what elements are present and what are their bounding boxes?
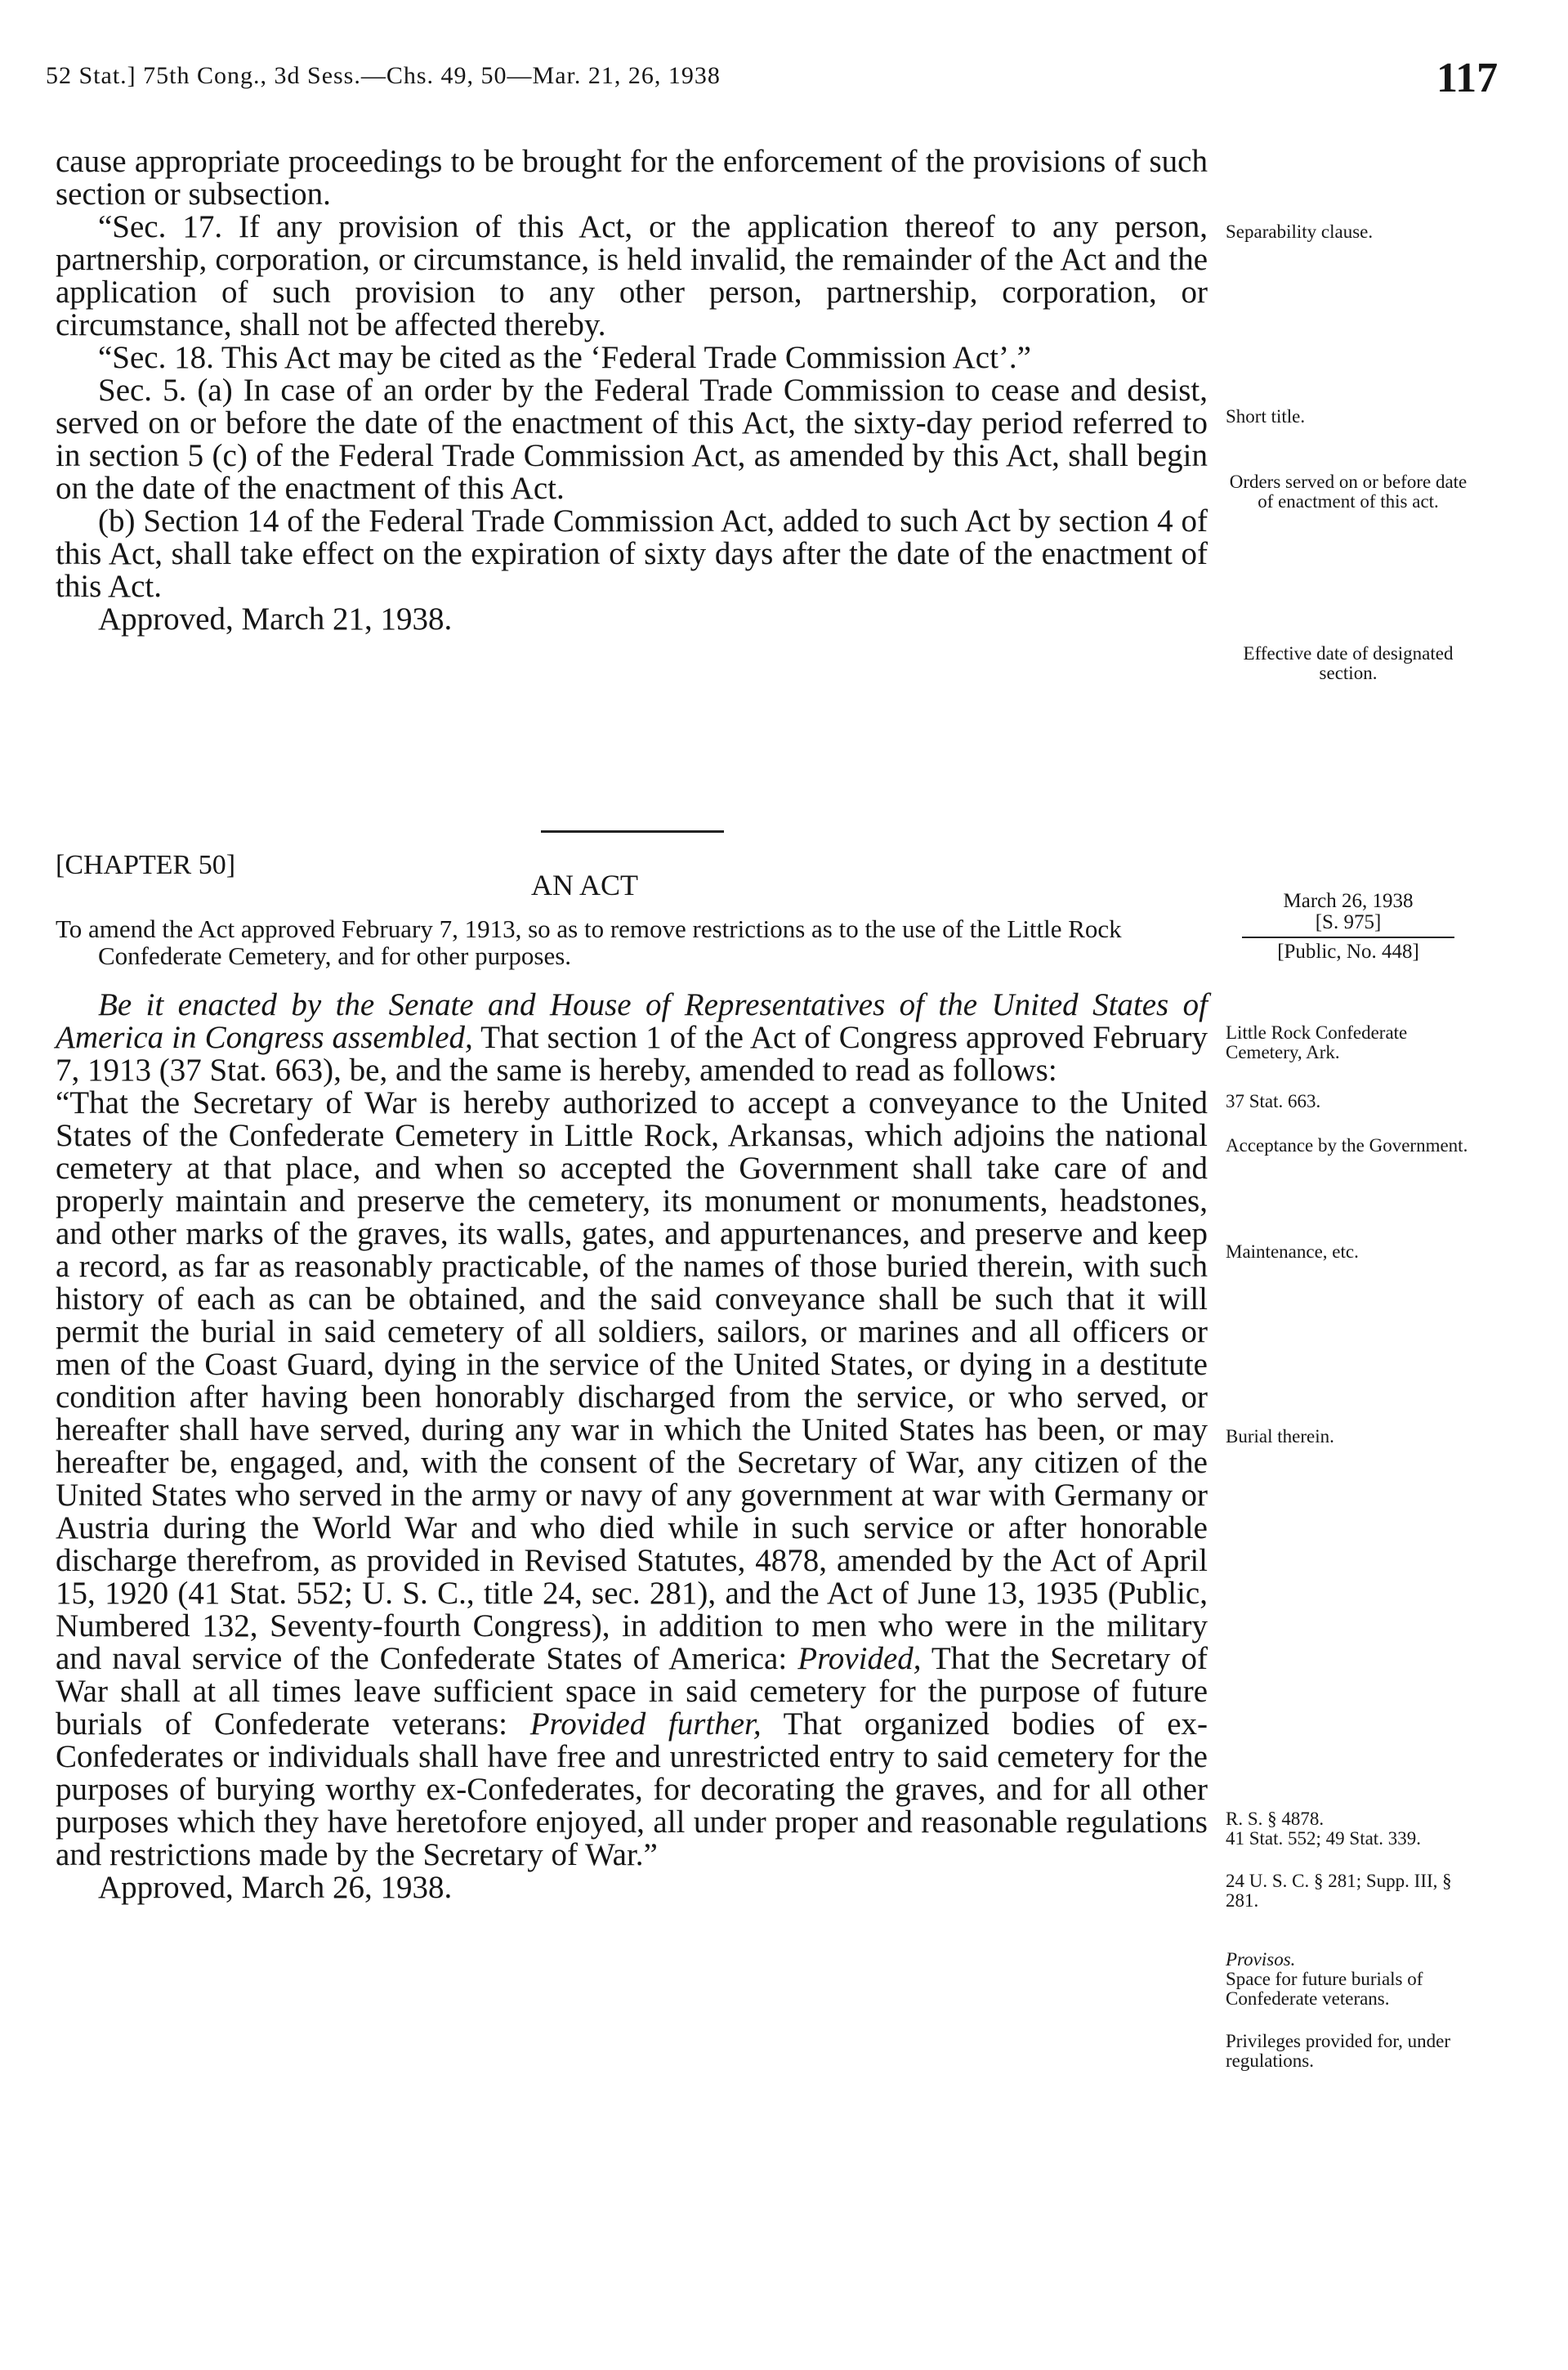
ftc-act-section xyxy=(56,145,1208,636)
approved-line-ch49: Approved, March 21, 1938. xyxy=(98,601,453,637)
note-separability: Separability clause. xyxy=(1226,221,1374,242)
note-effective-date: Effective date of designated section. xyxy=(1243,643,1454,683)
paragraph-sec-5b: (b) Section 14 of the Federal Trade Commission Act, added to such Act by section 4 of this Act, shall take effect on the expiration of sixty days after the date of the enactment of this Act. xyxy=(56,503,1208,604)
note-acceptance: Acceptance by the Government. xyxy=(1226,1135,1468,1156)
proviso-1-label: Provided, xyxy=(797,1641,922,1676)
date-rule xyxy=(1242,937,1454,938)
approved-line-ch50: Approved, March 26, 1938. xyxy=(98,1870,453,1905)
act-date-block xyxy=(1226,891,1471,963)
note-rs-4878: R. S. § 4878. xyxy=(1226,1809,1325,1829)
note-maintenance: Maintenance, etc. xyxy=(1226,1241,1359,1262)
note-burial: Burial therein. xyxy=(1226,1426,1334,1447)
note-short-title: Short title. xyxy=(1226,406,1306,427)
note-privileges: Privileges provided for, under regulations. xyxy=(1226,2031,1451,2071)
quoted-text-2: That the Secretary of War shall at all times leave sufficient space in said cemetery for the purpose of future burials of Confederate veterans: xyxy=(56,1641,1208,1742)
public-number: [Public, No. 448] xyxy=(1277,941,1419,963)
note-stat-663: 37 Stat. 663. xyxy=(1226,1091,1321,1111)
paragraph-sec-17: “Sec. 17. If any provision of this Act, or the application thereof to any person, partnership, corporation, or circumstance, is held invalid, the remainder of the Act and the application of such provision to any other person, partnership, corporation, or circumstance, shall not be affected thereby. xyxy=(56,209,1208,342)
amended-section-text xyxy=(56,1087,1208,1871)
note-little-rock: Little Rock Confederate Cemetery, Ark. xyxy=(1226,1022,1408,1062)
section-divider xyxy=(541,830,724,833)
little-rock-act xyxy=(56,989,1208,1904)
paragraph-continuation: cause appropriate proceedings to be brought for the enforcement of the provisions of such section or subsection. xyxy=(56,144,1208,212)
page-number: 117 xyxy=(1436,55,1499,101)
paragraph-sec-18: “Sec. 18. This Act may be cited as the ‘Federal Trade Commission Act’.” xyxy=(98,340,1031,375)
paragraph-sec-5a: Sec. 5. (a) In case of an order by the Federal Trade Commission to cease and desist, served on or before the date of the enactment of this Act, the sixty-day period referred to in section 5 (c) of the Federal Trade Commission Act, as amended by this Act, shall begin on the date of the enactment of this Act. xyxy=(56,373,1208,506)
bill-number: [S. 975] xyxy=(1315,911,1382,933)
running-head: 52 Stat.] 75th Cong., 3d Sess.—Chs. 49, 50—Mar. 21, 26, 1938 xyxy=(46,62,721,89)
note-usc-281: 24 U. S. C. § 281; Supp. III, § 281. xyxy=(1226,1871,1452,1911)
enacting-clause xyxy=(56,989,1208,1087)
enacting-formula: Be it enacted by the Senate and House of Representatives of the United States of America in Congress assembled, xyxy=(56,987,1208,1055)
quoted-text-3: That organized bodies of ex-Confederates or individuals shall have free and unrestricted entry to said cemetery for the purposes of burying worthy ex-Confederates, for decorating the graves, and for all other purposes which they have heretofore enjoyed, all under proper and reasonable regulations and restrictions made by the Secretary of War.” xyxy=(56,1706,1208,1872)
act-date: March 26, 1938 xyxy=(1283,890,1414,912)
chapter-label: [CHAPTER 50] xyxy=(56,850,236,880)
enacting-text: That section 1 of the Act of Congress approved February 7, 1913 (37 Stat. 663), be, and the same is hereby, amended to read as follows: xyxy=(56,1020,1208,1088)
note-stat-552: 41 Stat. 552; 49 Stat. 339. xyxy=(1226,1828,1421,1849)
quoted-text-1: “That the Secretary of War is hereby authorized to accept a conveyance to the United States of the Confederate Cemetery in Little Rock, Arkansas, which adjoins the national cemetery at that place, and when so accepted the Government shall take care of and properly maintain and preserve the cemetery, its monument or monuments, headstones, and other marks of the graves, its walls, gates, and appurtenances, and preserve and keep a record, as far as reasonably practicable, of the names of those buried therein, with such history of each as can be obtained, and the said conveyance shall be such that it will permit the burial in said cemetery of all soldiers, sailors, or marines and all officers or men of the Coast Guard, dying in the service of the United States, or dying in a destitute condition after having been honorably discharged from the service, or who served, or hereafter shall have served, during any war in which the United States has been, or may hereafter be, engaged, and, with the consent of the Secretary of War, any citizen of the United States who served in the army or navy of any government at war with Germany or Austria during the World War and who died while in such service or after honorable discharge therefrom, as provided in Revised Statutes, 4878, amended by the Act of April 15, 1920 (41 Stat. 552; U. S. C., title 24, sec. 281), and the Act of June 13, 1935 (Public, Numbered 132, Seventy-fourth Congress), in addition to men who were in the military and naval service of the Confederate States of America: xyxy=(56,1085,1208,1676)
note-provisos: Provisos. xyxy=(1226,1949,1296,1970)
note-space-future: Space for future burials of Confederate veterans. xyxy=(1226,1969,1423,2009)
proviso-2-label: Provided further, xyxy=(529,1706,762,1742)
act-heading: AN ACT xyxy=(531,869,639,901)
act-purpose: To amend the Act approved February 7, 1913, so as to remove restrictions as to the use of the Little Rock Confederate Cemetery, and for other purposes. xyxy=(56,914,1122,970)
note-orders-served: Orders served on or before date of enactment of this act. xyxy=(1229,472,1467,512)
